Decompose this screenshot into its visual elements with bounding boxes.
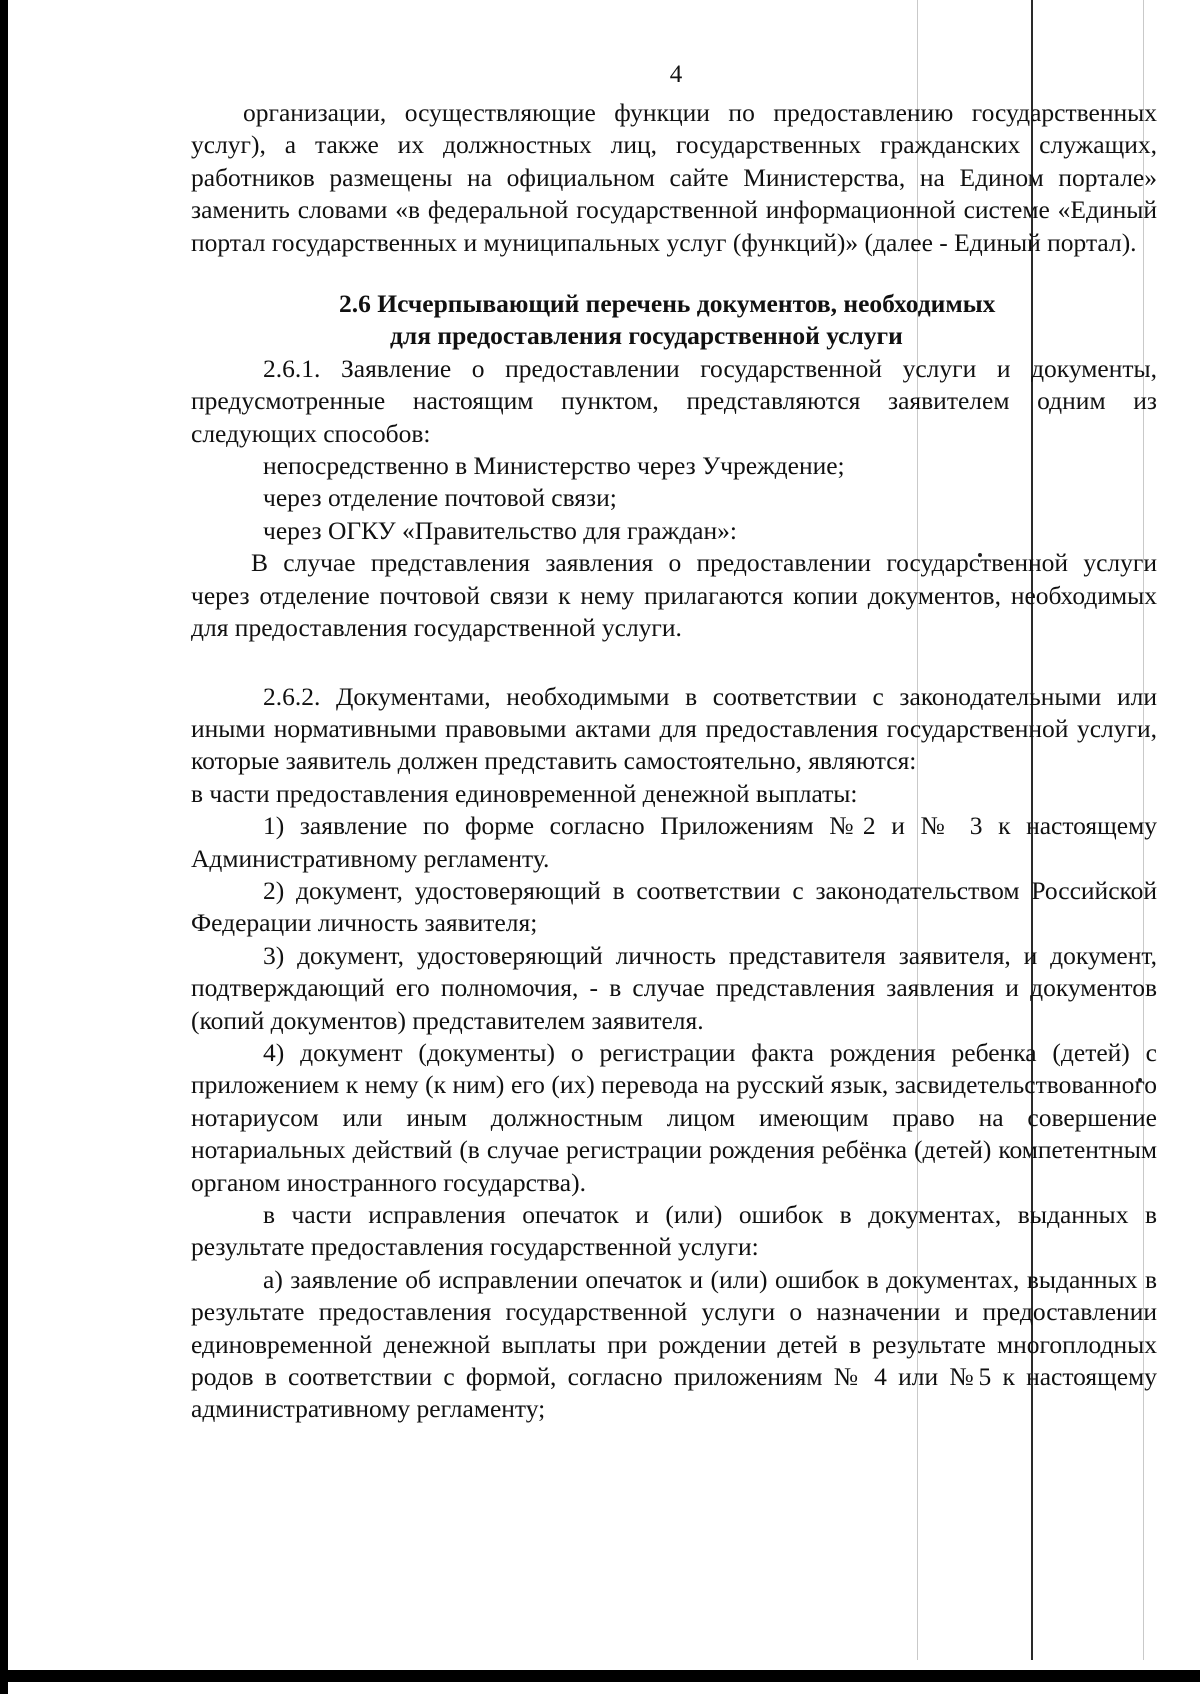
list-item: 1) заявление по форме согласно Приложениям №2 и № 3 к настоящему Административному регламенту. xyxy=(191,811,1157,873)
list-item: 2) документ, удостоверяющий в соответствии с законодательством Российской Федерации личность заявителя; xyxy=(191,875,1157,938)
paragraph: через отделение почтовой связи; xyxy=(263,483,617,513)
paragraph: организации, осуществляющие функции по предоставлению государственных услуг), а также их должностных лиц, государственных гражданских служащих, работников размещены на официальном сайте Министерства, на Едином портале» заменить словами «в федеральной государственной информационной системе «Единый портал государственных и муниципальных услуг (функций)» (далее - Единый портал). xyxy=(191,98,1157,257)
page-number: 4 xyxy=(669,61,683,88)
scan-left-edge xyxy=(0,0,8,1694)
list-item: а) заявление об исправлении опечаток и (или) ошибок в документах, выданных в результате предоставления государственной услуги о назначении и предоставлении единовременной денежной выплаты при рождении детей в результате многоплодных родов в соответствии с формой, согласно приложениям № 4 или №5 к настоящему административному регламенту; xyxy=(191,1264,1157,1424)
paragraph: В случае представления заявления о предоставлении государственной услуги через отделение почтовой связи к нему прилагаются копии документов, необходимых для предоставления государственной услуги. xyxy=(191,548,1157,643)
paragraph: 2.6.2. Документами, необходимыми в соответствии с законодательными или иными нормативными правовыми актами для предоставления государственной услуги, которые заявитель должен представить самостоятельно, являются: xyxy=(191,681,1157,776)
paragraph: в части исправления опечаток и (или) ошибок в документах, выданных в результате предоставления государственной услуги: xyxy=(191,1200,1157,1262)
paragraph: 2.6.1. Заявление о предоставлении государственной услуги и документы, предусмотренные настоящим пунктом, представляются заявителем одним из следующих способов: xyxy=(191,353,1157,448)
list-item: 4) документ (документы) о регистрации факта рождения ребенка (детей) с приложением к нему (к ним) его (их) перевода на русский язык, засвидетельствованного нотариусом или иным должностным лицом имеющим право на совершение нотариальных действий (в случае регистрации рождения ребёнка (детей) компетентным органом иностранного государства). xyxy=(191,1037,1157,1197)
document-body xyxy=(191,97,1157,1426)
paragraph: в части предоставления единовременной денежной выплаты: xyxy=(191,778,858,808)
paragraph: непосредственно в Министерство через Учреждение; xyxy=(263,451,845,481)
list-item: 3) документ, удостоверяющий личность представителя заявителя, и документ, подтверждающий его полномочия, - в случае представления заявления и документов (копий документов) представителем заявителя. xyxy=(191,940,1157,1035)
scan-bottom-edge xyxy=(0,1670,1200,1682)
paragraph: через ОГКУ «Правительство для граждан»: xyxy=(263,515,737,545)
section-heading: 2.6 Исчерпывающий перечень документов, необходимых xyxy=(339,289,996,319)
section-heading: для предоставления государственной услуги xyxy=(390,321,903,351)
